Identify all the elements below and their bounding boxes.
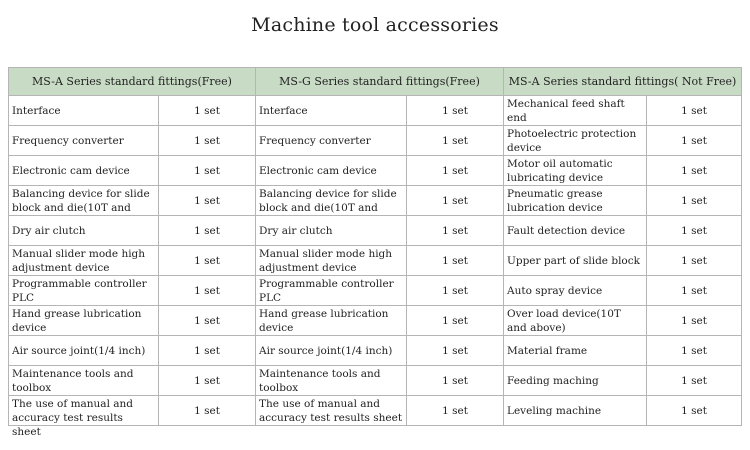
ms-a-not-free-quantity-text: 1 set [681, 314, 707, 327]
ms-a-not-free-item [504, 126, 647, 156]
table-row [9, 276, 742, 306]
ms-a-not-free-quantity-text: 1 set [681, 404, 707, 417]
ms-a-not-free-item [504, 246, 647, 276]
ms-a-free-item-text: The use of manual and accuracy test results sheet [12, 397, 134, 438]
ms-a-not-free-quantity-text: 1 set [681, 194, 707, 207]
ms-g-free-item-text: Maintenance tools and toolbox [259, 367, 381, 394]
ms-g-free-quantity [407, 276, 504, 306]
ms-a-free-item [9, 96, 159, 126]
ms-a-free-item-text: Balancing device for slide block and die(10T and [12, 187, 150, 214]
ms-a-not-free-item-text: Feeding maching [507, 374, 599, 387]
ms-a-not-free-item [504, 96, 647, 126]
ms-g-free-item [256, 96, 407, 126]
ms-a-free-item-text: Programmable controller PLC [12, 277, 147, 304]
ms-a-free-quantity-text: 1 set [194, 374, 220, 387]
ms-a-free-item-text: Frequency converter [12, 134, 124, 147]
column-header-ms-a-not-free: MS-A Series standard fittings( Not Free) [504, 68, 742, 96]
column-header-ms-a-free: MS-A Series standard fittings(Free) [9, 68, 256, 96]
ms-a-not-free-quantity-text: 1 set [681, 254, 707, 267]
ms-g-free-item-text: Electronic cam device [259, 164, 377, 177]
ms-a-free-quantity-text: 1 set [194, 194, 220, 207]
ms-a-free-item-text: Manual slider mode high adjustment device [12, 247, 146, 274]
ms-a-free-quantity-text: 1 set [194, 404, 220, 417]
ms-a-not-free-item-text: Photoelectric protection device [507, 127, 637, 154]
ms-a-free-item [9, 246, 159, 276]
ms-a-not-free-quantity [647, 396, 742, 426]
ms-a-free-quantity [159, 216, 256, 246]
ms-g-free-item-text: Hand grease lubrication device [259, 307, 389, 334]
column-header-ms-g-free: MS-G Series standard fittings(Free) [256, 68, 504, 96]
ms-g-free-quantity [407, 246, 504, 276]
ms-a-not-free-quantity [647, 216, 742, 246]
page-title: Machine tool accessories [251, 14, 499, 36]
ms-g-free-quantity-text: 1 set [442, 344, 468, 357]
ms-g-free-item [256, 156, 407, 186]
table-row [9, 216, 742, 246]
ms-g-free-quantity-text: 1 set [442, 194, 468, 207]
ms-g-free-item [256, 126, 407, 156]
ms-g-free-quantity [407, 216, 504, 246]
ms-g-free-item [256, 276, 407, 306]
ms-a-not-free-quantity [647, 306, 742, 336]
ms-a-not-free-item-text: Over load device(10T and above) [507, 307, 621, 334]
ms-a-free-item [9, 366, 159, 396]
ms-g-free-quantity-text: 1 set [442, 374, 468, 387]
ms-g-free-quantity [407, 156, 504, 186]
ms-g-free-quantity [407, 306, 504, 336]
ms-a-not-free-item-text: Auto spray device [507, 284, 603, 297]
ms-g-free-quantity-text: 1 set [442, 284, 468, 297]
table-row [9, 366, 742, 396]
ms-a-free-quantity [159, 366, 256, 396]
ms-g-free-item [256, 366, 407, 396]
ms-g-free-quantity [407, 186, 504, 216]
table-header-row [9, 68, 742, 96]
ms-g-free-quantity [407, 126, 504, 156]
ms-a-not-free-item-text: Material frame [507, 344, 588, 357]
ms-g-free-item-text: Interface [259, 104, 308, 117]
table-row [9, 186, 742, 216]
ms-g-free-item-text: Manual slider mode high adjustment device [259, 247, 393, 274]
ms-a-free-item-text: Interface [12, 104, 61, 117]
ms-a-free-quantity [159, 276, 256, 306]
ms-a-free-item [9, 336, 159, 366]
ms-g-free-item [256, 396, 407, 426]
ms-a-free-quantity-text: 1 set [194, 164, 220, 177]
table-row [9, 336, 742, 366]
ms-g-free-item [256, 246, 407, 276]
ms-a-not-free-quantity [647, 246, 742, 276]
ms-a-not-free-quantity [647, 126, 742, 156]
ms-a-not-free-quantity-text: 1 set [681, 104, 707, 117]
ms-a-not-free-item [504, 366, 647, 396]
ms-g-free-quantity-text: 1 set [442, 224, 468, 237]
ms-a-free-item-text: Maintenance tools and toolbox [12, 367, 134, 394]
ms-g-free-quantity-text: 1 set [442, 134, 468, 147]
ms-a-not-free-quantity [647, 276, 742, 306]
ms-a-free-quantity-text: 1 set [194, 104, 220, 117]
ms-a-free-item-text: Electronic cam device [12, 164, 130, 177]
ms-a-not-free-item-text: Mechanical feed shaft end [507, 97, 625, 124]
ms-a-not-free-item-text: Fault detection device [507, 224, 626, 237]
table-row [9, 96, 742, 126]
ms-a-not-free-quantity [647, 186, 742, 216]
ms-a-not-free-item [504, 186, 647, 216]
ms-a-not-free-quantity-text: 1 set [681, 374, 707, 387]
ms-g-free-item [256, 216, 407, 246]
ms-a-not-free-item [504, 276, 647, 306]
accessories-table [8, 67, 742, 438]
ms-a-not-free-item [504, 336, 647, 366]
ms-a-free-quantity [159, 246, 256, 276]
ms-a-not-free-quantity [647, 156, 742, 186]
ms-a-free-quantity-text: 1 set [194, 344, 220, 357]
ms-a-not-free-quantity-text: 1 set [681, 344, 707, 357]
ms-a-free-quantity [159, 336, 256, 366]
ms-a-free-quantity [159, 126, 256, 156]
ms-a-not-free-item-text: Leveling machine [507, 404, 602, 417]
ms-g-free-item [256, 336, 407, 366]
ms-g-free-item-text: Dry air clutch [259, 224, 333, 237]
ms-a-not-free-quantity-text: 1 set [681, 224, 707, 237]
ms-a-not-free-item [504, 306, 647, 336]
ms-a-free-quantity-text: 1 set [194, 314, 220, 327]
ms-a-not-free-item-text: Pneumatic grease lubrication device [507, 187, 603, 214]
ms-a-free-quantity [159, 306, 256, 336]
ms-g-free-item-text: The use of manual and accuracy test results sheet [259, 397, 403, 424]
ms-a-free-quantity [159, 186, 256, 216]
ms-a-free-item-text: Dry air clutch [12, 224, 86, 237]
ms-g-free-quantity-text: 1 set [442, 254, 468, 267]
table-row [9, 306, 742, 336]
ms-a-not-free-item-text: Motor oil automatic lubricating device [507, 157, 613, 184]
ms-a-not-free-quantity [647, 96, 742, 126]
ms-g-free-item-text: Air source joint(1/4 inch) [259, 344, 393, 357]
ms-a-free-quantity-text: 1 set [194, 284, 220, 297]
ms-a-free-item [9, 186, 159, 216]
ms-g-free-item [256, 306, 407, 336]
table-row [9, 156, 742, 186]
ms-g-free-item-text: Programmable controller PLC [259, 277, 394, 304]
ms-a-not-free-quantity-text: 1 set [681, 134, 707, 147]
ms-a-free-item [9, 156, 159, 186]
ms-g-free-item [256, 186, 407, 216]
ms-a-free-quantity [159, 396, 256, 426]
ms-g-free-item-text: Frequency converter [259, 134, 371, 147]
ms-g-free-quantity-text: 1 set [442, 404, 468, 417]
ms-g-free-quantity [407, 366, 504, 396]
ms-a-free-quantity-text: 1 set [194, 254, 220, 267]
ms-a-not-free-item-text: Upper part of slide block [507, 254, 640, 267]
ms-a-free-item [9, 276, 159, 306]
ms-g-free-item-text: Balancing device for slide block and die(10T and [259, 187, 397, 214]
ms-a-free-item [9, 396, 159, 438]
ms-a-not-free-quantity [647, 336, 742, 366]
table-row [9, 246, 742, 276]
ms-a-free-item-text: Hand grease lubrication device [12, 307, 142, 334]
ms-a-free-item [9, 126, 159, 156]
ms-a-free-item [9, 216, 159, 246]
ms-a-free-quantity-text: 1 set [194, 134, 220, 147]
table-row [9, 126, 742, 156]
ms-a-free-quantity [159, 96, 256, 126]
ms-a-free-item-text: Air source joint(1/4 inch) [12, 344, 146, 357]
ms-a-free-quantity [159, 156, 256, 186]
ms-g-free-quantity-text: 1 set [442, 164, 468, 177]
ms-g-free-quantity [407, 336, 504, 366]
ms-a-not-free-item [504, 216, 647, 246]
ms-a-not-free-item [504, 156, 647, 186]
ms-a-free-quantity-text: 1 set [194, 224, 220, 237]
ms-a-not-free-quantity-text: 1 set [681, 164, 707, 177]
ms-a-free-item [9, 306, 159, 336]
ms-a-not-free-quantity-text: 1 set [681, 284, 707, 297]
ms-g-free-quantity-text: 1 set [442, 314, 468, 327]
ms-g-free-quantity [407, 96, 504, 126]
ms-a-not-free-item [504, 396, 647, 426]
table-row [9, 396, 742, 426]
ms-g-free-quantity-text: 1 set [442, 104, 468, 117]
ms-a-not-free-quantity [647, 366, 742, 396]
ms-g-free-quantity [407, 396, 504, 426]
